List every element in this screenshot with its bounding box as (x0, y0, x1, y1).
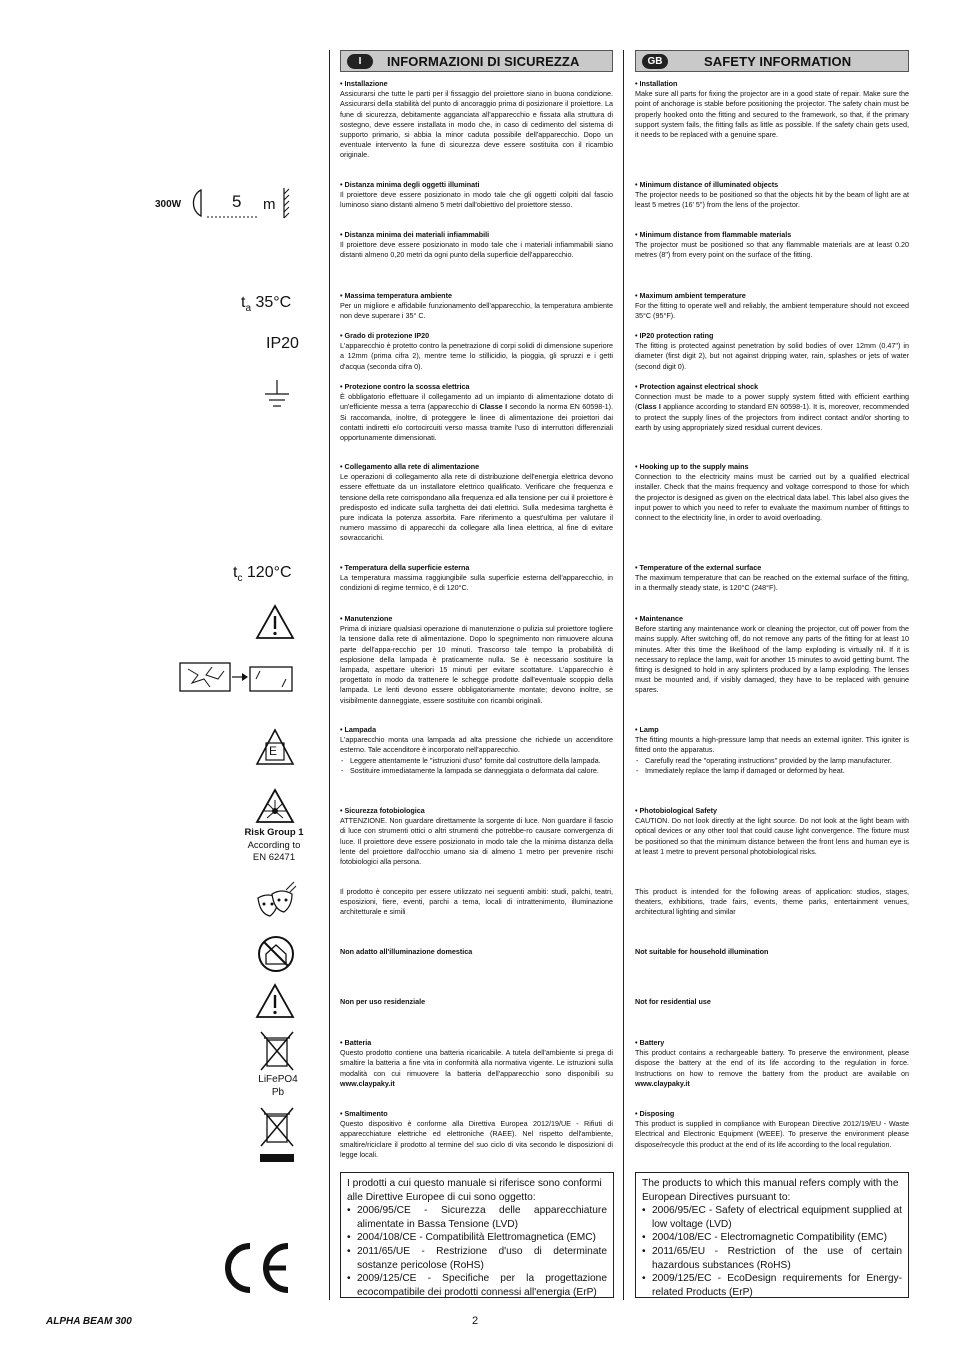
risk-group-block (232, 827, 316, 865)
power-label: 300W (155, 199, 182, 210)
battery-type-label-2: Pb (271, 1086, 285, 1098)
gb-surface-temperature: • Temperature of the external surface The maximum temperature that can be reached on the external surface of the fitting, in a thermally steady state, is 120°C (248°F). (635, 563, 909, 593)
gb-electric-shock: • Protection against electrical shock Connection must be made to a power supply system fitted with efficient earthing (Class I appliance according to standard EN 60598-1). It is, moreover, recommended to protect the supply lines of the projectors from indirect contact and/or shorting to earth by using appropriately sized residual current devices. (635, 382, 909, 432)
battery-type-label: LiFePO4 (258, 1074, 298, 1085)
distance-unit: m (263, 196, 276, 213)
gb-ip-rating: • IP20 protection rating The fitting is protected against penetration by solid bodies of over 12mm (0.47") in diameter (first digit 2), but not against dripping water, rain, splashes or jets of water (second digit 0). (635, 331, 909, 371)
english-header (635, 50, 909, 72)
gb-installation: • Installation Make sure all parts for fixing the projector are in a good state of repair. Make sure the point of anchorage is stable before positioning the projector. The safety chain must be properly hooked onto the fitting and secured to the framework, so that, if the primary support system fails, the fitting falls as little as possible. If the safety chain gets used, it needs to be replaced with a genuine spare. (635, 79, 909, 140)
distance-value: 5 (232, 192, 242, 211)
standard-label: EN 62471 (252, 852, 296, 863)
it-disposal: • Smaltimento Questo dispositivo è conforme alla Direttiva Europea 2012/19/UE - Rifiuti di apparecchiature elettriche ed elettroniche (RAEE). Nel rispetto dell'ambiente, smaltire/riciclare il prodotto al termine del suo ciclo di vita secondo le disposizioni di legge locali. (340, 1109, 613, 1159)
gb-maintenance: • Maintenance Before starting any maintenance work or cleaning the projector, cut off power from the mains supply. After switching off, do not remove any parts of the fitting for at least 10 minutes. After this time the likelihood of the lamp exploding is virtually nil. If it is necessary to replace the lamp, wait for another 15 minutes to avoid getting burnt. The fitting is designed to hold in any splinters produced by a lamp exploding. The lenses must be mounted and, if visibly damaged, they have to be replaced with genuine spares. (635, 614, 909, 695)
ambient-temperature-value: 35°C (255, 294, 292, 311)
it-installation: • Installazione Assicurarsi che tutte le parti per il fissaggio del proiettore siano in buona condizione. Assicurarsi della stabilità del punto di ancoraggio prima di posizionare il proiettore. La fune di sicurezza, debitamente agganciata all'apparecchio e fissata alla struttura di sostegno, deve essere installata in modo che, in caso di cedimento del sistema di supporto primario, si abbia la minor caduta possibile dell'apparecchio. Dopo un eventuale intervento la fune di sicurezza deve essere sostituita con il ricambio originale. (340, 79, 613, 160)
earth-ground-icon (262, 380, 292, 410)
lamp-type-e-letter: E (269, 744, 278, 758)
it-battery: • Batteria Questo prodotto contiene una batteria ricaricabile. A tutela dell'ambiente si prega di smaltire la batteria a fine vita in conformità alla normativa vigente. Le istruzioni sulla modalità con cui rimuovere la batteria dell'apparecchio sono disponibili su www.claypaky.it (340, 1038, 613, 1088)
left-column-divider (329, 50, 330, 1300)
it-min-distance-objects: • Distanza minima degli oggetti illuminati Il proiettore deve essere posizionato in modo tale che gli oggetti colpiti dal fascio luminoso siano distanti almeno 5 metri dall'obiettivo del proiettore stesso. (340, 180, 613, 210)
gb-not-household: Not suitable for household illumination (635, 947, 769, 956)
it-directives-box: I prodotti a cui questo manuale si riferisce sono conformi alle Direttive Europee di cui sono oggetto: • 2006/95/CE - Sicurezza delle apparecchiature alimentate in Bassa Tensione (LVD) • 2004/108/CE - Compatibilità Elettromagnetica (EMC) • 2011/65/UE - Restrizione d'uso di determinate sostanze pericolose (RoHS) • 2009/125/CE - Specifiche per la progettazione ecocompatibile dei prodotti connessi all'energia (ErP) (340, 1172, 614, 1298)
ambient-temperature-symbol: $t_a$ 35°C (241, 294, 292, 315)
it-battery-link[interactable]: www.claypaky.it (340, 1078, 395, 1088)
it-surface-temperature: • Temperatura della superficie esterna La temperatura massima raggiungibile sulla superficie esterna dell'apparecchio, in condizioni di regime termico, è di 120°C. (340, 563, 613, 593)
battery-chemistry-block (248, 1074, 308, 1099)
it-max-ambient-temperature: • Massima temperatura ambiente Per un migliore e affidabile funzionamento dell'apparecchio, la temperatura ambiente non deve superare i 35° C. (340, 291, 613, 321)
warning-triangle-icon (255, 604, 295, 640)
broken-lens-icon (178, 659, 298, 695)
it-maintenance: • Manutenzione Prima di iniziare qualsiasi operazione di manutenzione o pulizia sul proiettore togliere la tensione dalla rete di alimentazione. Dopo lo spegnimento non rimuovere alcuna parte dell'appa-recchio per 10 minuti. Trascorso tale tempo la probabilità di esplosione della lampada è praticamente nulla. Se è necessario sostituire la lampada, aspettare ulteriori 15 minuti per evitare scottature. L'apparecchio è progettato in modo da trattenere le schegge prodotte dall'eventuale scoppio della lampada. Le lenti devono essere obbligatoriamente montate; devono inoltre, se visibilmente danneggiate, essere sostituite con ricambi originali. (340, 614, 613, 705)
it-not-residential: Non per uso residenziale (340, 997, 426, 1006)
surface-temperature-value: 120°C (246, 564, 292, 581)
gb-lamp: • Lamp The fitting mounts a high-pressure lamp that needs an external igniter. This igniter is fitted onto the apparatus. - Carefully read the "operating instructions" provided by the lamp manufacturer. - Immediately replace the lamp if damaged or deformed by heat. (635, 725, 909, 776)
ce-mark-icon (222, 1242, 292, 1294)
italian-badge: I (347, 54, 373, 69)
according-label: According to (247, 839, 301, 851)
italian-header-title: INFORMAZIONI DI SICUREZZA (387, 54, 580, 69)
it-min-distance-flammable: • Distanza minima dei materiali infiammabili Il proiettore deve essere posizionato in modo tale che i materiali infiammabili siano distanti almeno 0,20 metri da ogni punto della superficie dell'apparecchio. (340, 230, 613, 260)
gb-min-distance-flammable: • Minimum distance from flammable materials The projector must be positioned so that any flammable materials are at least 0.20 metres (8") from every point on the surface of the fitting. (635, 230, 909, 260)
gb-max-ambient-temperature: • Maximum ambient temperature For the fitting to operate well and reliably, the ambient temperature should not exceed 35°C (95°F). (635, 291, 909, 321)
ip-rating-symbol: IP20 (266, 335, 299, 352)
surface-temperature-symbol: $t_c$ 120°C (233, 564, 292, 585)
it-electric-shock: • Protezione contro la scossa elettrica È obbligatorio effettuare il collegamento ad un impianto di alimentazione dotato di un'efficiente messa a terra (apparecchio di Classe I secondo la norma EN 60598-1). Si raccomanda, inoltre, di proteggere le linee di alimentazione dei proiettori dai contatti indiretti e/o cortocircuiti verso massa tramite l'uso di interruttori differenziali opportunamente dimensionati. (340, 382, 613, 443)
gb-min-distance-objects: • Minimum distance of illuminated objects The projector needs to be positioned so that the objects hit by the beam of light are at least 5 metres (16' 5") from the lens of the projector. (635, 180, 909, 210)
middle-column-divider (623, 50, 624, 1300)
gb-mains-connection: • Hooking up to the supply mains Connection to the electricity mains must be carried out by a qualified electrical installer. Check that the mains frequency and voltage correspond to those for which the projector is designed as given on the electrical data label. This label also gives the input power to which you need to refer to evaluate the maximum number of fittings to connect to the electricity line, in order to avoid overloading. (635, 462, 909, 523)
distance-symbol (155, 186, 295, 222)
footer-model-name: ALPHA BEAM 300 (46, 1316, 132, 1327)
no-household-use-icon (256, 934, 296, 974)
it-photobiological: • Sicurezza fotobiologica ATTENZIONE. Non guardare direttamente la sorgente di luce. Non guardare il fascio di luce con strumenti ottici o altri strumenti che potrebbe-ro causare convergenza di luce. Il proiettore deve essere posizionato in modo tale che la minima distanza della lente del proiettore dall'occhio umano sia di almeno 1 metro per prevenire rischi fotobiologici alla persona. (340, 806, 613, 867)
gb-disposal: • Disposing This product is supplied in compliance with European Directive 2012/19/EU - Waste Electrical and Electronic Equipment (WEEE). To preserve the environment please dispose/recycle this product at the end of its life according to the local regulation. (635, 1109, 909, 1149)
battery-bin-icon (259, 1030, 295, 1074)
laser-radiation-icon (255, 788, 295, 824)
it-application-areas: Il prodotto è concepito per essere utilizzato nei seguenti ambiti: studi, palchi, teatri, esposizioni, fiere, eventi, parchi a tema, locali di intrattenimento, illuminazione architetturale e simili (340, 887, 613, 917)
italian-header (340, 50, 613, 72)
it-not-household: Non adatto all'illuminazione domestica (340, 947, 473, 956)
gb-application-areas: This product is intended for the following areas of application: studios, stages, theaters, exhibitions, trade fairs, events, theme parks, entertainment venues, architectural lighting and similar (635, 887, 909, 917)
english-badge: GB (642, 54, 668, 69)
gb-photobiological: • Photobiological Safety CAUTION. Do not look directly at the light source. Do not look at the light beam with optical devices or any other tool that could cause light convergence. The fixture must be positioned so that the minimum distance between the front lens and human eye is at least 1 metre to prevent personal photobiological risks. (635, 806, 909, 856)
footer-page-number: 2 (472, 1315, 479, 1327)
it-ip-rating: • Grado di protezione IP20 L'apparecchio è protetto contro la penetrazione di corpi solidi di dimensione superiore a 12mm (prima cifra 2), mentre teme lo stillicidio, la pioggia, gli spruzzi e i getti d'acqua (seconda cifra 0). (340, 331, 613, 371)
gb-battery-link[interactable]: www.claypaky.it (635, 1078, 690, 1088)
weee-bin-icon (258, 1106, 298, 1166)
it-mains-connection: • Collegamento alla rete di alimentazione Le operazioni di collegamento alla rete di distribuzione dell'energia elettrica devono essere effettuate da un installatore elettrico qualificato. Verificare che frequenza e tensione della rete corrispondano alla frequenza ed alla tensione per cui il proiettore è predisposto ed indicate sulla targhetta dei dati elettrici. Sulla medesima targhetta è pure indicata la potenza assorbita. Fare riferimento a quest'ultima per valutare il numero massimo di apparecchi da collegare alla linea elettrica, al fine di evitare sovraccarichi. (340, 462, 613, 543)
risk-group-label: Risk Group 1 (244, 827, 304, 838)
entertainment-masks-icon (256, 880, 298, 920)
gb-not-residential: Not for residential use (635, 997, 711, 1006)
residential-warning-icon (255, 983, 295, 1019)
english-header-title: SAFETY INFORMATION (704, 54, 852, 69)
gb-directives-box: The products to which this manual refers comply with the European Directives pursuant to: • 2006/95/EC - Safety of electrical equipment supplied at low voltage (LVD) • 2004/108/EC - Electromagnetic Compatibility (EMC) • 2011/65/EU - Restriction of the use of certain hazardous substances (RoHS) • 2009/125/EC - EcoDesign requirements for Energy-related Products (ErP) (635, 1172, 909, 1298)
gb-battery: • Battery This product contains a rechargeable battery. To preserve the environment, please dispose the battery at the end of its life according to the regulation in force. Instructions on how to remove the battery from the product are available on www.claypaky.it (635, 1038, 909, 1088)
it-lamp: • Lampada L'apparecchio monta una lampada ad alta pressione che richiede un accenditore esterno. Tale accenditore è incorporato nell'apparecchio. - Leggere attentamente le "istruzioni d'uso" fornite dal costruttore della lampada. - Sostituire immediatamente la lampada se danneggiata o deformata dal calore. (340, 725, 613, 776)
